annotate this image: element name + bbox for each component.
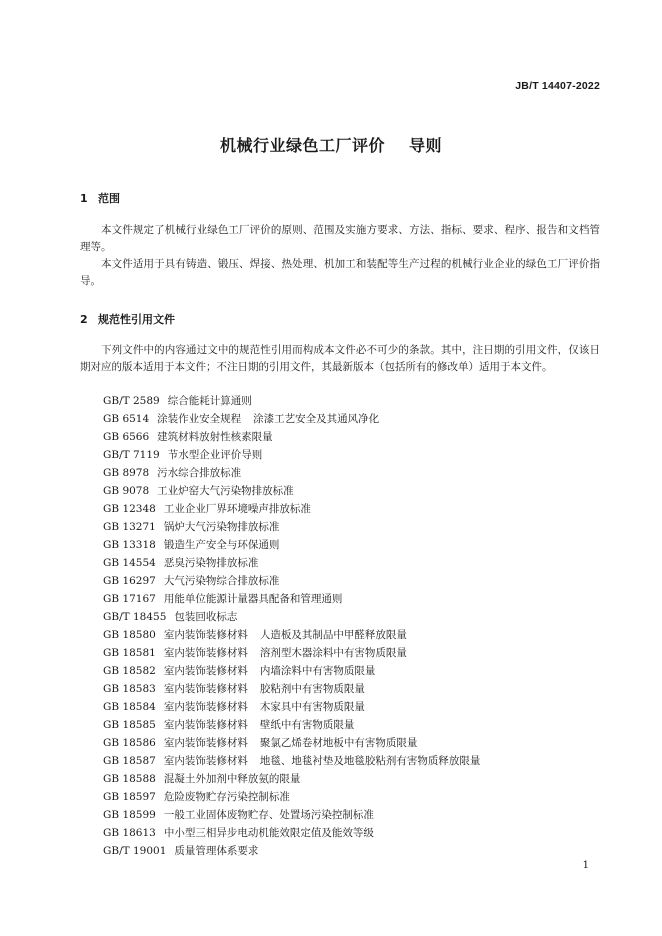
section-title: 规范性引用文件: [98, 313, 175, 326]
reference-title: 用能单位能源计量器具配备和管理通则: [163, 593, 343, 605]
reference-subtitle: 木家具中有害物质限量: [259, 701, 365, 713]
section-2-heading: [80, 311, 175, 327]
reference-code: GB 18587: [103, 755, 156, 767]
reference-title: 混凝土外加剂中释放氨的限量: [163, 773, 301, 785]
reference-title: 室内装饰装修材料: [163, 683, 248, 695]
reference-code: GB 18597: [103, 791, 156, 803]
reference-subtitle: 聚氯乙烯卷材地板中有害物质限量: [259, 737, 418, 749]
reference-title: 涂装作业安全规程: [157, 413, 242, 425]
section-number: 2: [80, 313, 88, 326]
reference-title: 工业炉窑大气污染物排放标准: [157, 485, 294, 497]
reference-title: 包装回收标志: [174, 611, 238, 623]
reference-item: [103, 410, 480, 428]
reference-code: GB 18584: [103, 701, 156, 713]
title-main: 机械行业绿色工厂评价: [219, 136, 385, 155]
title-sub: 导则: [409, 136, 443, 155]
reference-code: GB 18586: [103, 737, 156, 749]
reference-item: [103, 716, 480, 734]
watermark: [250, 52, 479, 380]
reference-code: GB 18583: [103, 683, 156, 695]
reference-item: [103, 752, 480, 770]
reference-subtitle: 内墙涂料中有害物质限量: [259, 665, 376, 677]
reference-item: [103, 698, 480, 716]
reference-code: GB 17167: [103, 593, 156, 605]
reference-title: 节水型企业评价导则: [167, 449, 263, 461]
reference-item: [103, 392, 480, 410]
reference-item: [103, 806, 480, 824]
reference-title: 综合能耗计算通则: [167, 395, 252, 407]
reference-code: GB 6566: [103, 431, 150, 443]
reference-code: GB 18582: [103, 665, 156, 677]
reference-subtitle: 溶剂型木器涂料中有害物质限量: [259, 647, 407, 659]
reference-code: GB 8978: [103, 467, 150, 479]
reference-item: [103, 734, 480, 752]
reference-title: 室内装饰装修材料: [163, 737, 248, 749]
section-title: 范围: [98, 192, 120, 205]
reference-code: GB/T 18455: [103, 611, 167, 623]
reference-item: [103, 770, 480, 788]
reference-title: 质量管理体系要求: [174, 845, 259, 857]
page-number: 1: [582, 860, 589, 871]
reference-code: GB 18599: [103, 809, 156, 821]
reference-item: [103, 554, 480, 572]
reference-item: [103, 608, 480, 626]
reference-subtitle: 人造板及其制品中甲醛释放限量: [259, 629, 407, 641]
reference-title: 室内装饰装修材料: [163, 665, 248, 677]
reference-item: [103, 842, 480, 860]
reference-code: GB 9078: [103, 485, 150, 497]
reference-title: 中小型三相异步电动机能效限定值及能效等级: [163, 827, 374, 839]
reference-item: [103, 464, 480, 482]
reference-code: GB 12348: [103, 503, 156, 515]
reference-item: [103, 662, 480, 680]
reference-title: 危险废物贮存污染控制标准: [163, 791, 290, 803]
reference-title: 室内装饰装修材料: [163, 719, 248, 731]
reference-code: GB 18580: [103, 629, 156, 641]
reference-code: GB 6514: [103, 413, 150, 425]
reference-code: GB 16297: [103, 575, 156, 587]
reference-item: [103, 824, 480, 842]
reference-code: GB 18581: [103, 647, 156, 659]
reference-subtitle: 胶粘剂中有害物质限量: [259, 683, 365, 695]
section-number: 1: [80, 192, 88, 205]
reference-item: [103, 680, 480, 698]
reference-title: 大气污染物综合排放标准: [163, 575, 280, 587]
reference-subtitle: 地毯、地毯衬垫及地毯胶粘剂有害物质释放限量: [259, 755, 481, 767]
reference-item: [103, 644, 480, 662]
reference-item: [103, 590, 480, 608]
reference-title: 锻造生产安全与环保通则: [163, 539, 280, 551]
paragraph: 本文件规定了机械行业绿色工厂评价的原则、范围及实施方要求、方法、指标、要求、程序、报告和文档管理等。: [80, 224, 600, 253]
reference-list: [103, 392, 480, 860]
section-1-heading: [80, 190, 120, 206]
reference-item: [103, 572, 480, 590]
reference-title: 污水综合排放标准: [157, 467, 242, 479]
paragraph: 本文件适用于具有铸造、锻压、焊接、热处理、机加工和装配等生产过程的机械行业企业的绿色工厂评价指导。: [80, 258, 600, 287]
reference-title: 恶臭污染物排放标准: [163, 557, 259, 569]
reference-item: [103, 500, 480, 518]
reference-title: 室内装饰装修材料: [163, 701, 248, 713]
reference-item: [103, 482, 480, 500]
reference-item: [103, 518, 480, 536]
paragraph: 下列文件中的内容通过文中的规范性引用而构成本文件必不可少的条款。其中，注日期的引用文件，仅该日期对应的版本适用于本文件；不注日期的引用文件，其最新版本（包括所有的修改单）适用于本文件。: [80, 344, 600, 373]
reference-subtitle: 壁纸中有害物质限量: [259, 719, 355, 731]
reference-item: [103, 626, 480, 644]
reference-code: GB 13271: [103, 521, 156, 533]
standard-code: JB/T 14407-2022: [515, 80, 600, 92]
reference-code: GB/T 7119: [103, 449, 160, 461]
reference-item: [103, 788, 480, 806]
reference-item: [103, 428, 480, 446]
reference-code: GB 18585: [103, 719, 156, 731]
reference-title: 室内装饰装修材料: [163, 647, 248, 659]
reference-code: GB 18613: [103, 827, 156, 839]
reference-title: 室内装饰装修材料: [163, 629, 248, 641]
reference-subtitle: 涂漆工艺安全及其通风净化: [253, 413, 380, 425]
reference-code: GB 18588: [103, 773, 156, 785]
reference-code: GB 14554: [103, 557, 156, 569]
reference-item: [103, 536, 480, 554]
reference-title: 建筑材料放射性核素限量: [157, 431, 273, 443]
reference-title: 工业企业厂界环境噪声排放标准: [163, 503, 311, 515]
reference-code: GB/T 2589: [103, 395, 160, 407]
document-title: [0, 133, 662, 156]
reference-title: 室内装饰装修材料: [163, 755, 248, 767]
reference-item: [103, 446, 480, 464]
reference-title: 锅炉大气污染物排放标准: [163, 521, 280, 533]
reference-code: GB 13318: [103, 539, 156, 551]
reference-code: GB/T 19001: [103, 845, 167, 857]
reference-title: 一般工业固体废物贮存、处置场污染控制标准: [163, 809, 374, 821]
